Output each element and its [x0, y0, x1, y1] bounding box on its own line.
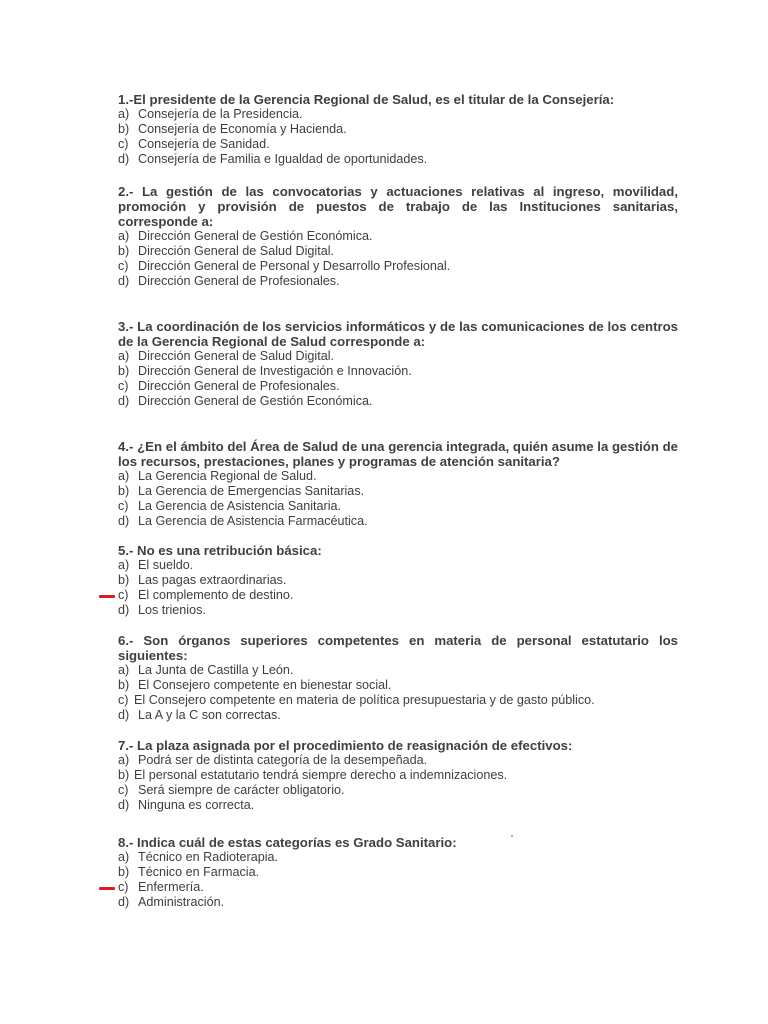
question-title: 6.- Son órganos superiores competentes en materia de personal estatutario los siguientes:	[118, 633, 678, 663]
option-text: El personal estatutario tendrá siempre derecho a indemnizaciones.	[134, 768, 508, 782]
option-text: El complemento de destino.	[138, 588, 294, 602]
option-c	[118, 588, 678, 603]
option-text: Será siempre de carácter obligatorio.	[138, 783, 345, 797]
option-letter: b)	[118, 678, 130, 692]
option-d	[118, 603, 678, 618]
option-c	[118, 259, 678, 274]
option-letter: c)	[118, 259, 129, 273]
option-text: Dirección General de Salud Digital.	[138, 349, 335, 363]
question-1	[118, 92, 678, 167]
option-letter: a)	[118, 753, 130, 767]
option-a	[118, 229, 678, 244]
option-letter: d)	[118, 274, 130, 288]
option-letter: c)	[118, 137, 129, 151]
option-letter: d)	[118, 152, 130, 166]
question-title: 3.- La coordinación de los servicios informáticos y de las comunicaciones de los centros de la Gerencia Regional de Salud corresponde a:	[118, 319, 678, 349]
option-d	[118, 798, 678, 813]
question-5	[118, 543, 678, 618]
option-text: El Consejero competente en bienestar social.	[138, 678, 392, 692]
option-b	[118, 484, 678, 499]
question-7	[118, 738, 678, 813]
option-text: La Gerencia de Asistencia Farmacéutica.	[138, 514, 368, 528]
option-text: Podrá ser de distinta categoría de la desempeñada.	[138, 753, 428, 767]
option-list	[118, 349, 678, 409]
scan-speck	[511, 835, 513, 837]
option-d	[118, 394, 678, 409]
option-b	[118, 678, 678, 693]
option-text: Técnico en Farmacia.	[138, 865, 260, 879]
option-letter: a)	[118, 349, 130, 363]
option-text: El Consejero competente en materia de política presupuestaria y de gasto público.	[134, 693, 595, 707]
question-list	[118, 92, 678, 910]
option-letter: b)	[118, 768, 130, 782]
option-b	[118, 244, 678, 259]
option-letter: b)	[118, 122, 130, 136]
option-c	[118, 379, 678, 394]
option-d	[118, 514, 678, 529]
option-letter: d)	[118, 394, 130, 408]
option-letter: b)	[118, 484, 130, 498]
option-b	[118, 573, 678, 588]
option-text: Consejería de Familia e Igualdad de oportunidades.	[138, 152, 428, 166]
option-text: La Junta de Castilla y León.	[138, 663, 294, 677]
option-letter: a)	[118, 107, 130, 121]
option-text: Dirección General de Gestión Económica.	[138, 229, 373, 243]
option-c	[118, 783, 678, 798]
option-b	[118, 865, 678, 880]
option-letter: b)	[118, 364, 130, 378]
option-letter: a)	[118, 850, 130, 864]
option-letter: b)	[118, 573, 130, 587]
question-8	[118, 835, 678, 910]
option-text: La Gerencia de Asistencia Sanitaria.	[138, 499, 342, 513]
option-text: Dirección General de Salud Digital.	[138, 244, 335, 258]
option-text: Consejería de Economía y Hacienda.	[138, 122, 347, 136]
option-text: Dirección General de Gestión Económica.	[138, 394, 373, 408]
option-letter: c)	[118, 588, 129, 602]
option-text: Dirección General de Profesionales.	[138, 274, 340, 288]
option-list	[118, 753, 678, 813]
option-text: Ninguna es correcta.	[138, 798, 255, 812]
option-a	[118, 558, 678, 573]
option-d	[118, 274, 678, 289]
option-d	[118, 708, 678, 723]
question-2	[118, 184, 678, 289]
question-4	[118, 439, 678, 529]
option-a	[118, 469, 678, 484]
option-text: La Gerencia Regional de Salud.	[138, 469, 317, 483]
option-c	[118, 693, 678, 708]
option-text: Las pagas extraordinarias.	[138, 573, 287, 587]
option-letter: c)	[118, 783, 129, 797]
option-text: Los trienios.	[138, 603, 206, 617]
option-text: Enfermería.	[138, 880, 204, 894]
option-letter: d)	[118, 798, 130, 812]
option-list	[118, 229, 678, 289]
option-list	[118, 107, 678, 167]
question-title: 4.- ¿En el ámbito del Área de Salud de una gerencia integrada, quién asume la gestión de los recursos, prestaciones, planes y programas de atención sanitaria?	[118, 439, 678, 469]
option-letter: c)	[118, 693, 129, 707]
question-title: 2.- La gestión de las convocatorias y actuaciones relativas al ingreso, movilidad, promoción y provisión de puestos de trabajo de las Instituciones sanitarias, corresponde a:	[118, 184, 678, 229]
option-c	[118, 880, 678, 895]
option-letter: d)	[118, 708, 130, 722]
option-text: Dirección General de Investigación e Innovación.	[138, 364, 412, 378]
question-title: 5.- No es una retribución básica:	[118, 543, 322, 558]
option-list	[118, 850, 678, 910]
option-text: Administración.	[138, 895, 225, 909]
option-text: La A y la C son correctas.	[138, 708, 281, 722]
question-title: 7.- La plaza asignada por el procedimiento de reasignación de efectivos:	[118, 738, 573, 753]
option-letter: a)	[118, 469, 130, 483]
question-title: 8.- Indica cuál de estas categorías es Grado Sanitario:	[118, 835, 457, 850]
option-a	[118, 663, 678, 678]
option-text: El sueldo.	[138, 558, 194, 572]
red-answer-marker	[99, 887, 115, 890]
option-d	[118, 895, 678, 910]
question-6	[118, 633, 678, 723]
option-text: Dirección General de Personal y Desarrollo Profesional.	[138, 259, 451, 273]
option-letter: a)	[118, 229, 130, 243]
question-title: 1.-El presidente de la Gerencia Regional de Salud, es el titular de la Consejería:	[118, 92, 615, 107]
question-3	[118, 319, 678, 409]
option-a	[118, 349, 678, 364]
option-b	[118, 768, 678, 783]
option-letter: b)	[118, 865, 130, 879]
option-text: Dirección General de Profesionales.	[138, 379, 340, 393]
option-b	[118, 364, 678, 379]
option-c	[118, 137, 678, 152]
option-list	[118, 558, 678, 618]
option-letter: a)	[118, 558, 130, 572]
option-letter: b)	[118, 244, 130, 258]
option-letter: c)	[118, 379, 129, 393]
option-a	[118, 753, 678, 768]
option-letter: a)	[118, 663, 130, 677]
option-letter: d)	[118, 895, 130, 909]
option-list	[118, 663, 678, 723]
option-b	[118, 122, 678, 137]
option-text: Consejería de la Presidencia.	[138, 107, 303, 121]
option-d	[118, 152, 678, 167]
option-a	[118, 850, 678, 865]
option-text: La Gerencia de Emergencias Sanitarias.	[138, 484, 365, 498]
option-letter: d)	[118, 603, 130, 617]
option-letter: d)	[118, 514, 130, 528]
option-text: Técnico en Radioterapia.	[138, 850, 279, 864]
option-letter: c)	[118, 499, 129, 513]
option-a	[118, 107, 678, 122]
option-text: Consejería de Sanidad.	[138, 137, 270, 151]
option-letter: c)	[118, 880, 129, 894]
red-answer-marker	[99, 595, 115, 598]
option-list	[118, 469, 678, 529]
option-c	[118, 499, 678, 514]
